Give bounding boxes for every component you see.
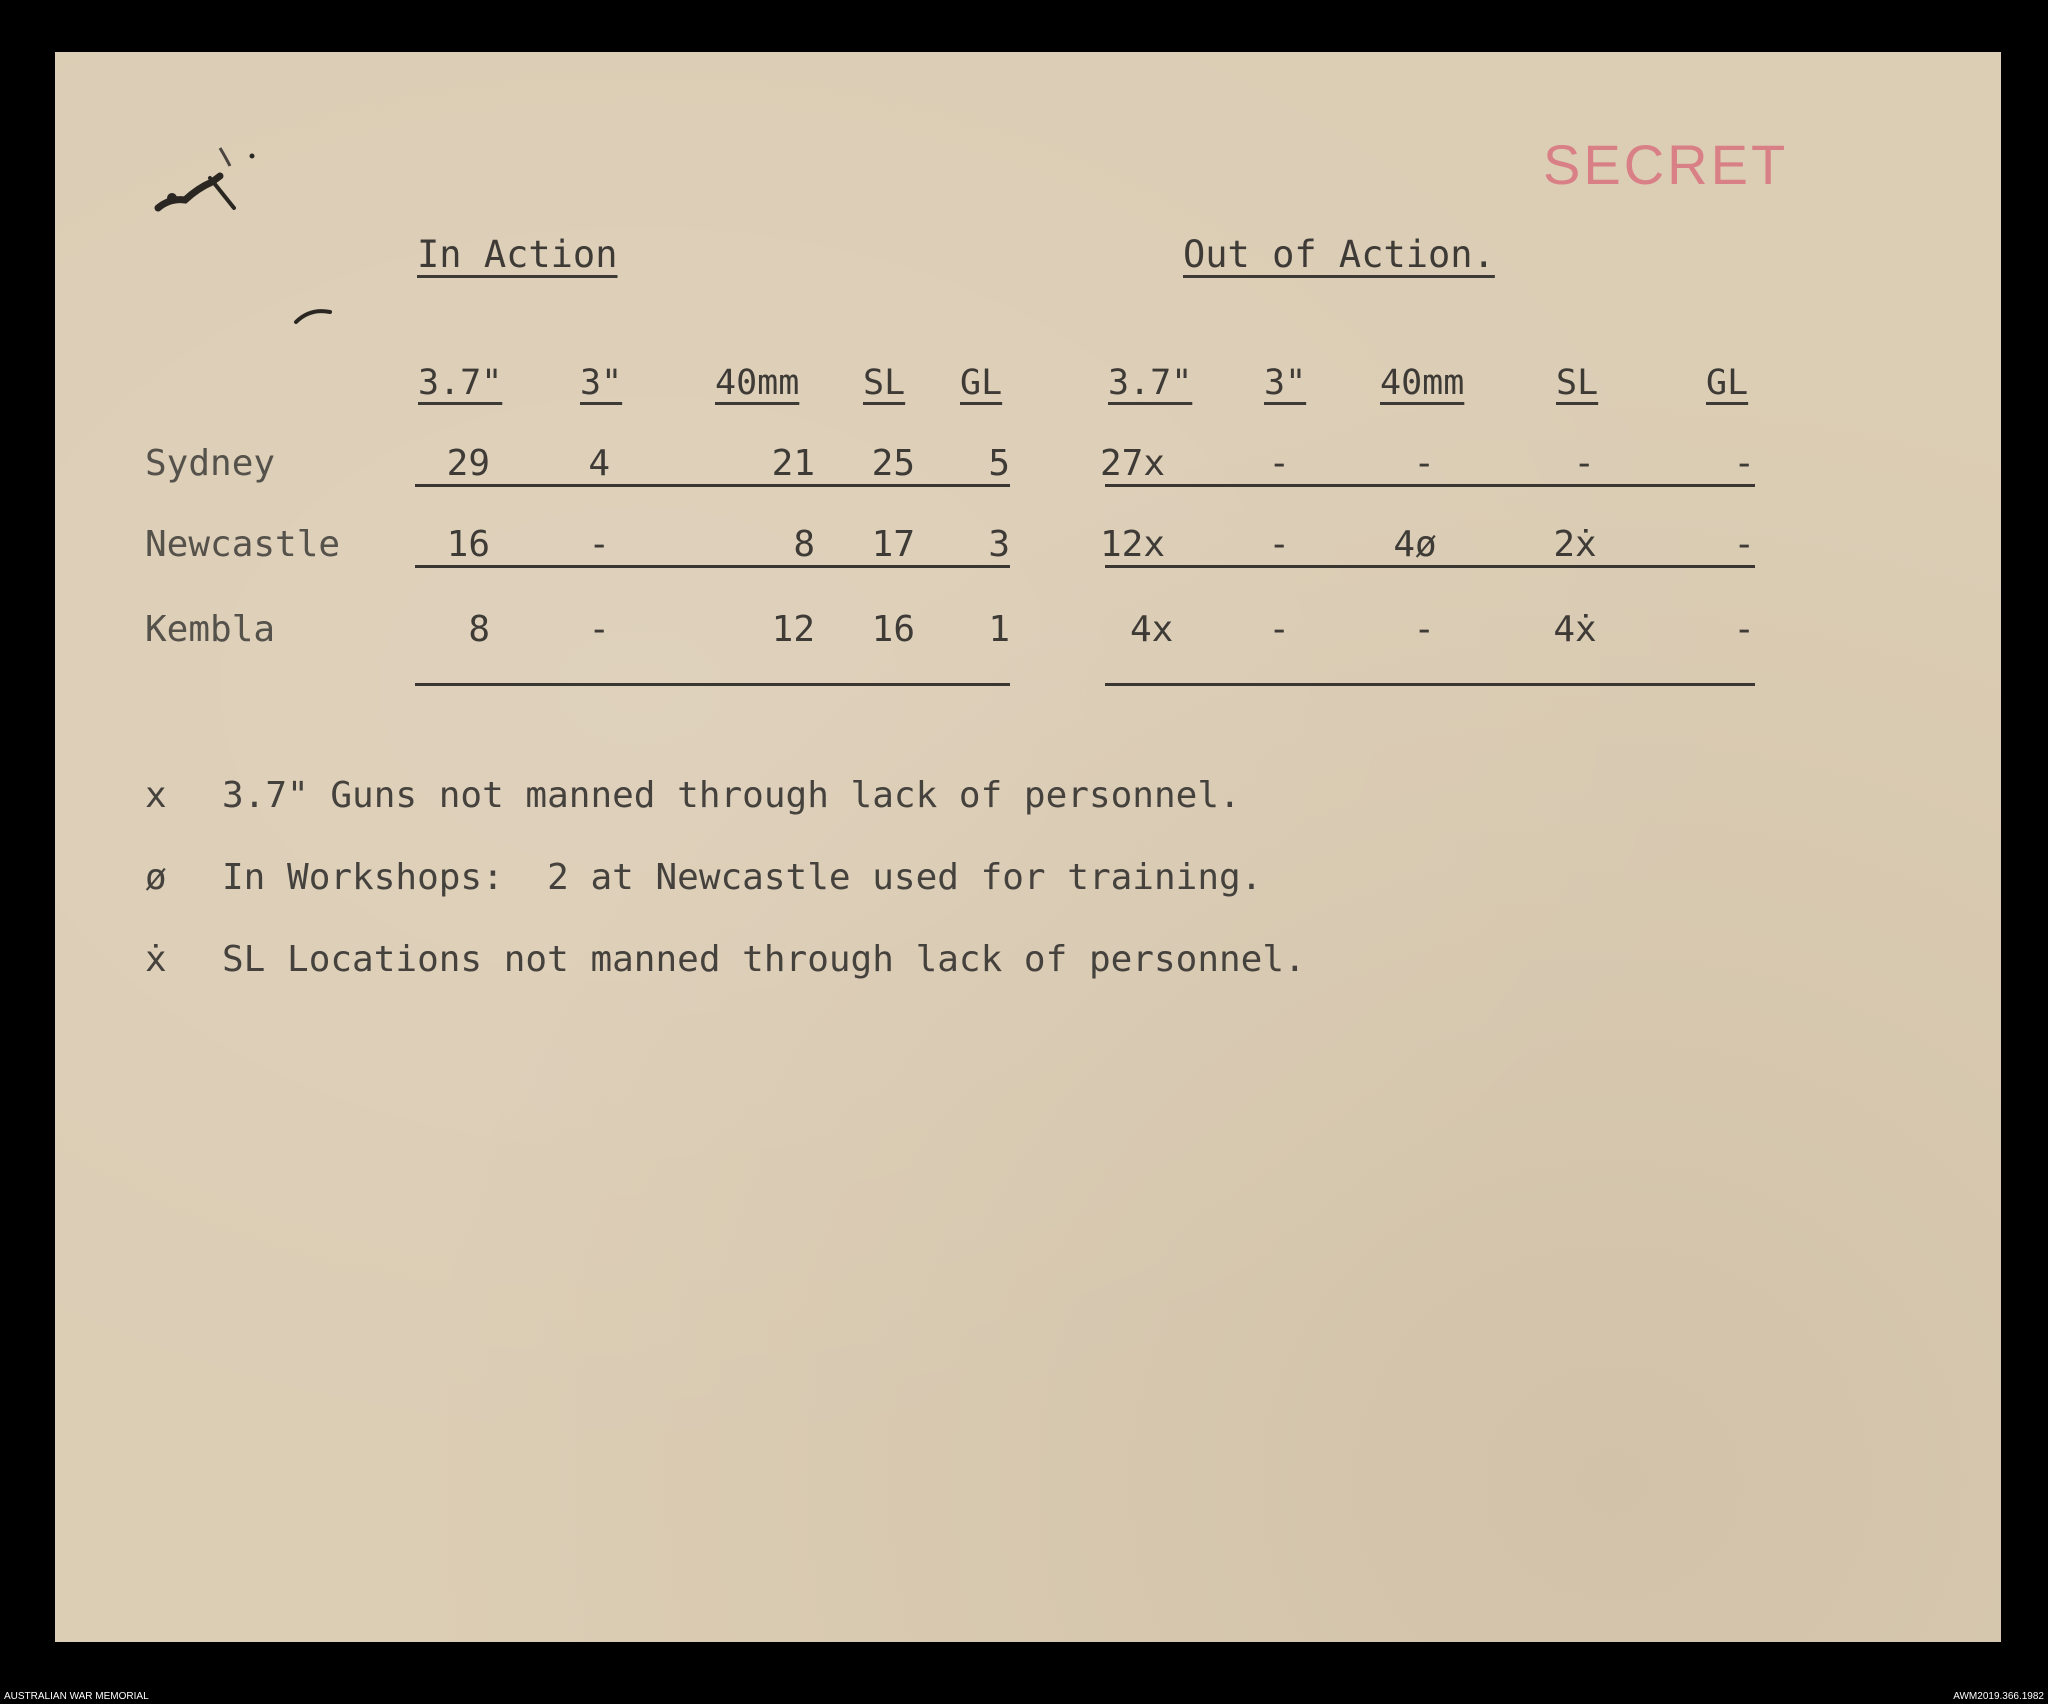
col-header-out-40mm: 40mm (1380, 363, 1465, 403)
table-cell: 2ẋ (1553, 524, 1597, 565)
table-cell: 29 (446, 443, 490, 484)
table-cell: 25 (871, 443, 915, 484)
table-cell: 3 (988, 524, 1010, 565)
secret-stamp: SECRET (1543, 133, 1789, 196)
footnote-text: In Workshops: 2 at Newcastle used for training. (222, 857, 1263, 898)
document-page (55, 52, 2001, 1642)
table-cell: - (1268, 524, 1290, 565)
table-cell: - (1413, 443, 1435, 484)
col-header-in-3-7: 3.7" (418, 363, 503, 403)
table-cell: 27x (1100, 443, 1166, 484)
col-header-out-sl: SL (1556, 363, 1599, 403)
table-cell: 16 (871, 609, 915, 650)
row-label-newcastle: Newcastle (145, 524, 341, 565)
table-cell: 4ø (1393, 524, 1437, 565)
footnote-symbol: ẋ (145, 939, 167, 980)
table-cell: - (588, 524, 610, 565)
section-title-out-of-action: Out of Action. (1183, 233, 1495, 276)
col-header-out-3: 3" (1264, 363, 1307, 403)
footnote-symbol: ø (145, 857, 167, 898)
table-cell: - (1268, 443, 1290, 484)
table-cell: 16 (446, 524, 490, 565)
row-rule (1105, 484, 1755, 487)
table-cell: - (1733, 443, 1755, 484)
table-cell: 21 (771, 443, 815, 484)
row-rule (415, 683, 1010, 686)
row-rule (415, 565, 1010, 568)
table-cell: 12x (1100, 524, 1166, 565)
footnote-text: SL Locations not manned through lack of personnel. (222, 939, 1306, 980)
table-cell: 8 (793, 524, 815, 565)
footer-accession: AWM2019.366.1982 (1953, 1691, 2044, 1702)
row-label-sydney: Sydney (145, 443, 276, 484)
row-rule (1105, 683, 1755, 686)
table-cell: 4ẋ (1553, 609, 1597, 650)
col-header-out-gl: GL (1706, 363, 1749, 403)
table-cell: - (1573, 443, 1595, 484)
col-header-in-40mm: 40mm (715, 363, 800, 403)
col-header-out-3-7: 3.7" (1108, 363, 1193, 403)
table-cell: - (588, 609, 610, 650)
col-header-in-gl: GL (960, 363, 1003, 403)
table-cell: 4x (1130, 609, 1174, 650)
ink-mark (150, 138, 260, 228)
table-cell: 5 (988, 443, 1010, 484)
row-rule (415, 484, 1010, 487)
table-cell: - (1413, 609, 1435, 650)
table-cell: 12 (771, 609, 815, 650)
table-cell: - (1733, 609, 1755, 650)
col-header-in-3: 3" (580, 363, 623, 403)
section-title-in-action: In Action (417, 233, 618, 276)
table-cell: 8 (468, 609, 490, 650)
row-rule (1105, 565, 1755, 568)
ink-mark (290, 300, 340, 330)
footnote-text: 3.7" Guns not manned through lack of personnel. (222, 775, 1241, 816)
row-label-kembla: Kembla (145, 609, 276, 650)
table-cell: 4 (588, 443, 610, 484)
footnote-symbol: x (145, 775, 167, 816)
table-cell: 17 (871, 524, 915, 565)
table-cell: - (1733, 524, 1755, 565)
table-cell: - (1268, 609, 1290, 650)
col-header-in-sl: SL (863, 363, 906, 403)
footer-credit: AUSTRALIAN WAR MEMORIAL (4, 1691, 149, 1702)
table-cell: 1 (988, 609, 1010, 650)
